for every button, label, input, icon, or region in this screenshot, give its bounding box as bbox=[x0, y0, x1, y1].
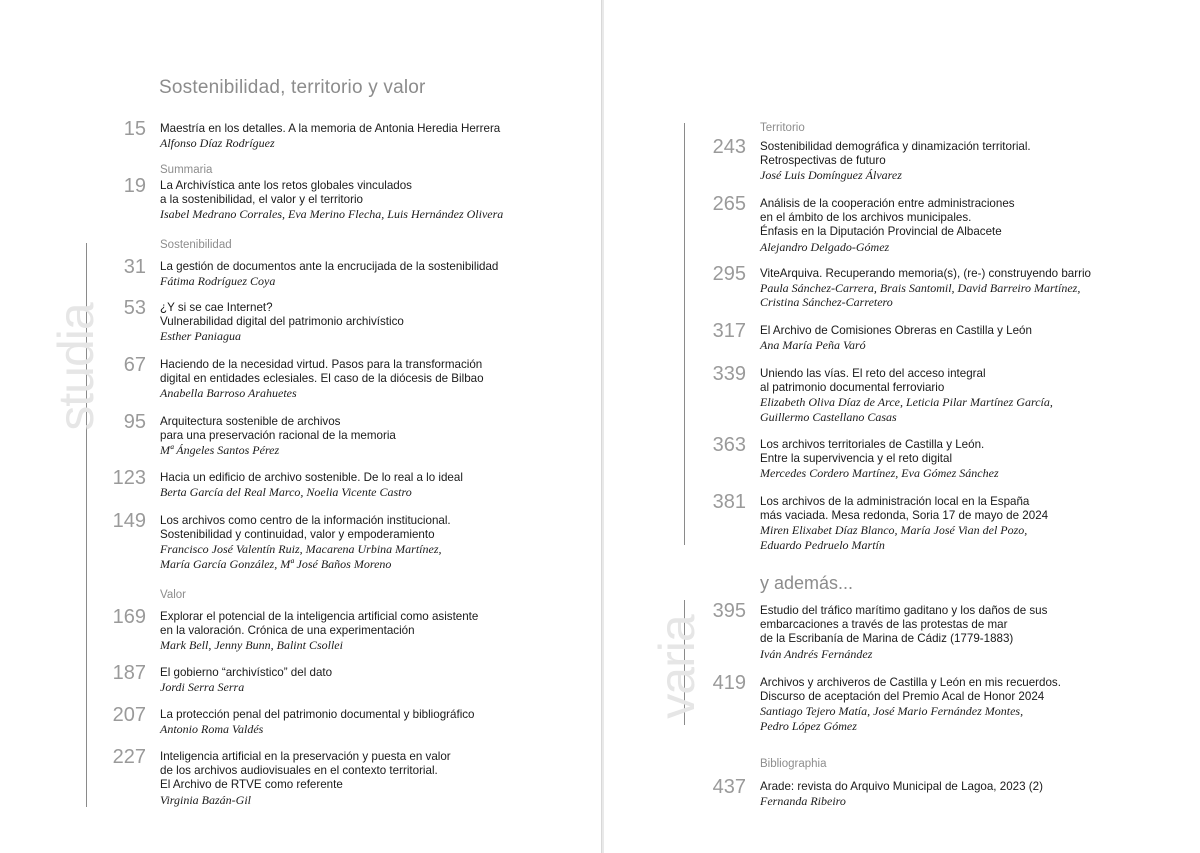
toc-entry bbox=[712, 136, 1031, 183]
entry-authors-line: Mercedes Cordero Martínez, Eva Gómez Sánchez bbox=[760, 466, 999, 481]
toc-entry bbox=[712, 600, 1048, 661]
page-number: 19 bbox=[123, 175, 146, 197]
page-number: 123 bbox=[112, 467, 146, 489]
entry-authors-line: Santiago Tejero Matía, José Mario Fernández Montes, bbox=[760, 704, 1024, 719]
entry-title-line: Arquitectura sostenible de archivos bbox=[160, 415, 341, 428]
page-number: 381 bbox=[712, 491, 746, 513]
toc-entry bbox=[123, 411, 396, 458]
section-label-summaria: Summaria bbox=[160, 164, 213, 176]
entry-title-line: a la sostenibilidad, el valor y el territorio bbox=[160, 193, 363, 207]
entry-authors-line: Pedro López Gómez bbox=[760, 718, 857, 733]
toc-entry bbox=[712, 320, 1032, 353]
toc-entry bbox=[112, 510, 451, 571]
page-number: 169 bbox=[112, 606, 146, 628]
issue-title: Sostenibilidad, territorio y valor bbox=[159, 77, 426, 98]
toc-entry bbox=[712, 363, 1053, 424]
entry-title-line: La Archivística ante los retos globales vinculados bbox=[160, 179, 412, 192]
entry-title-line: Énfasis en la Diputación Provincial de Albacete bbox=[760, 225, 1002, 239]
entry-title-line: Inteligencia artificial en la preservación y puesta en valor bbox=[160, 750, 451, 763]
entry-authors-line: Alfonso Díaz Rodríguez bbox=[160, 136, 275, 151]
entry-authors-line: Ana María Peña Varó bbox=[760, 338, 866, 353]
entry-authors-line: Antonio Roma Valdés bbox=[160, 722, 264, 737]
toc-entry bbox=[712, 776, 1043, 809]
entry-title-line: Discurso de aceptación del Premio Acal de Honor 2024 bbox=[760, 690, 1045, 704]
page-number: 187 bbox=[112, 662, 146, 684]
toc-entry bbox=[112, 606, 479, 653]
entry-title-line: Los archivos territoriales de Castilla y León. bbox=[760, 438, 985, 451]
toc-entry bbox=[123, 297, 404, 344]
entry-title-line: Arade: revista do Arquivo Municipal de Lagoa, 2023 (2) bbox=[760, 780, 1043, 793]
entry-title-line: digital en entidades eclesiales. El caso de la diócesis de Bilbao bbox=[160, 372, 484, 386]
page-number: 437 bbox=[712, 776, 746, 798]
entry-authors-line: Guillermo Castellano Casas bbox=[760, 409, 897, 424]
entry-title-line: Análisis de la cooperación entre administraciones bbox=[760, 197, 1015, 210]
page-number: 243 bbox=[712, 136, 746, 158]
toc-entry bbox=[712, 193, 1015, 254]
entry-authors-line: Jordi Serra Serra bbox=[160, 680, 245, 695]
toc-entry bbox=[123, 175, 504, 222]
entry-authors-line: Francisco José Valentín Ruiz, Macarena Urbina Martínez, bbox=[160, 542, 442, 557]
entry-authors-line: Mark Bell, Jenny Bunn, Balint Csollei bbox=[160, 638, 343, 653]
entry-title-line: Sostenibilidad y continuidad, valor y empoderamiento bbox=[160, 528, 435, 542]
entry-title-line: en la valoración. Crónica de una experimentación bbox=[160, 624, 415, 638]
page-number: 317 bbox=[712, 320, 746, 342]
entry-title-line: El Archivo de Comisiones Obreras en Castilla y León bbox=[760, 324, 1032, 337]
page-number: 265 bbox=[712, 193, 746, 215]
entry-title-line: Los archivos como centro de la información institucional. bbox=[160, 514, 451, 527]
entry-title-line: Sostenibilidad demográfica y dinamización territorial. bbox=[760, 140, 1031, 153]
entry-authors-line: Alejandro Delgado-Gómez bbox=[760, 239, 890, 254]
page-number: 15 bbox=[123, 118, 146, 140]
entry-title-line: La gestión de documentos ante la encrucijada de la sostenibilidad bbox=[160, 260, 499, 273]
page-number: 149 bbox=[112, 510, 146, 532]
toc-entry bbox=[112, 662, 333, 695]
entry-title-line: ViteArquiva. Recuperando memoria(s), (re-) construyendo barrio bbox=[760, 267, 1091, 280]
page-number: 339 bbox=[712, 363, 746, 385]
entry-authors-line: Iván Andrés Fernández bbox=[760, 646, 873, 661]
entry-authors-line: Cristina Sánchez-Carretero bbox=[760, 295, 893, 310]
entry-authors-line: Miren Elixabet Díaz Blanco, María José Vian del Pozo, bbox=[760, 523, 1028, 538]
toc-entry bbox=[112, 704, 475, 737]
toc-entry bbox=[112, 746, 451, 807]
entry-title-line: al patrimonio documental ferroviario bbox=[760, 381, 945, 395]
page-number: 95 bbox=[123, 411, 146, 433]
section-label-bibliographia: Bibliographia bbox=[760, 758, 827, 770]
entry-title-line: de los archivos audiovisuales en el contexto territorial. bbox=[160, 764, 438, 778]
toc-entry bbox=[712, 263, 1091, 310]
toc-entry bbox=[712, 434, 999, 481]
entry-title-line: de la Escribanía de Marina de Cádiz (1779-1883) bbox=[760, 632, 1014, 646]
vertical-label-varia: varia bbox=[649, 615, 705, 719]
section-label-territorio: Territorio bbox=[760, 122, 805, 134]
toc-entry bbox=[112, 467, 463, 500]
entry-authors-line: Elizabeth Oliva Díaz de Arce, Leticia Pilar Martínez García, bbox=[760, 395, 1053, 410]
entry-title-line: Uniendo las vías. El reto del acceso integral bbox=[760, 367, 986, 380]
entry-title-line: en el ámbito de los archivos municipales. bbox=[760, 211, 972, 225]
toc-entry bbox=[123, 256, 499, 289]
entry-title-line: embarcaciones a través de las protestas de mar bbox=[760, 618, 1008, 632]
page-number: 53 bbox=[123, 297, 146, 319]
page-number: 295 bbox=[712, 263, 746, 285]
entry-title-line: Estudio del tráfico marítimo gaditano y los daños de sus bbox=[760, 604, 1048, 617]
entry-authors-line: Anabella Barroso Arahuetes bbox=[160, 386, 297, 401]
section-label-sostenibilidad: Sostenibilidad bbox=[160, 239, 232, 251]
page-number: 67 bbox=[123, 354, 146, 376]
toc-entry bbox=[123, 118, 501, 151]
entry-title-line: Maestría en los detalles. A la memoria de Antonia Heredia Herrera bbox=[160, 122, 501, 135]
entry-authors-line: Mª Ángeles Santos Pérez bbox=[160, 443, 280, 458]
entry-authors-line: María García González, Mª José Baños Moreno bbox=[160, 556, 392, 571]
entry-title-line: Retrospectivas de futuro bbox=[760, 154, 886, 168]
entry-authors-line: Eduardo Pedruelo Martín bbox=[760, 537, 885, 552]
entry-title-line: La protección penal del patrimonio documental y bibliográfico bbox=[160, 708, 475, 721]
entry-title-line: ¿Y si se cae Internet? bbox=[160, 301, 273, 314]
page-number: 395 bbox=[712, 600, 746, 622]
section-label-valor: Valor bbox=[160, 589, 186, 601]
page-number: 207 bbox=[112, 704, 146, 726]
page-number: 227 bbox=[112, 746, 146, 768]
page-gutter bbox=[601, 0, 604, 853]
entry-title-line: El gobierno “archivístico” del dato bbox=[160, 666, 333, 679]
toc-entry bbox=[123, 354, 484, 401]
entry-authors-line: Berta García del Real Marco, Noelia Vicente Castro bbox=[160, 485, 412, 500]
entry-title-line: Hacia un edificio de archivo sostenible. De lo real a lo ideal bbox=[160, 471, 463, 484]
page-number: 363 bbox=[712, 434, 746, 456]
entry-authors-line: Fátima Rodríguez Coya bbox=[160, 274, 276, 289]
page-number: 419 bbox=[712, 672, 746, 694]
entry-title-line: Vulnerabilidad digital del patrimonio archivístico bbox=[160, 315, 404, 329]
entry-title-line: Haciendo de la necesidad virtud. Pasos para la transformación bbox=[160, 358, 483, 371]
subheading-y-ademas: y además... bbox=[760, 573, 854, 593]
entry-title-line: para una preservación racional de la memoria bbox=[160, 429, 396, 443]
entry-title-line: Los archivos de la administración local en la España bbox=[760, 495, 1030, 508]
page-number: 31 bbox=[123, 256, 146, 278]
entry-title-line: Explorar el potencial de la inteligencia artificial como asistente bbox=[160, 610, 479, 623]
entry-title-line: Archivos y archiveros de Castilla y León en mis recuerdos. bbox=[760, 676, 1061, 689]
entry-authors-line: Isabel Medrano Corrales, Eva Merino Flecha, Luis Hernández Olivera bbox=[160, 207, 504, 222]
entry-authors-line: Paula Sánchez-Carrera, Brais Santomil, David Barreiro Martínez, bbox=[760, 281, 1081, 296]
entry-authors-line: Fernanda Ribeiro bbox=[760, 794, 846, 809]
toc-entry bbox=[712, 672, 1061, 733]
entry-authors-line: Esther Paniagua bbox=[160, 329, 241, 344]
entry-authors-line: José Luis Domínguez Álvarez bbox=[760, 168, 902, 183]
entry-title-line: más vaciada. Mesa redonda, Soria 17 de mayo de 2024 bbox=[760, 509, 1049, 523]
entry-title-line: Entre la supervivencia y el reto digital bbox=[760, 452, 953, 466]
vertical-label-studia: studia bbox=[48, 303, 104, 431]
toc-entry bbox=[712, 491, 1049, 552]
territorio-divider bbox=[684, 123, 685, 545]
entry-authors-line: Virginia Bazán-Gil bbox=[160, 792, 251, 807]
entry-title-line: El Archivo de RTVE como referente bbox=[160, 778, 343, 792]
